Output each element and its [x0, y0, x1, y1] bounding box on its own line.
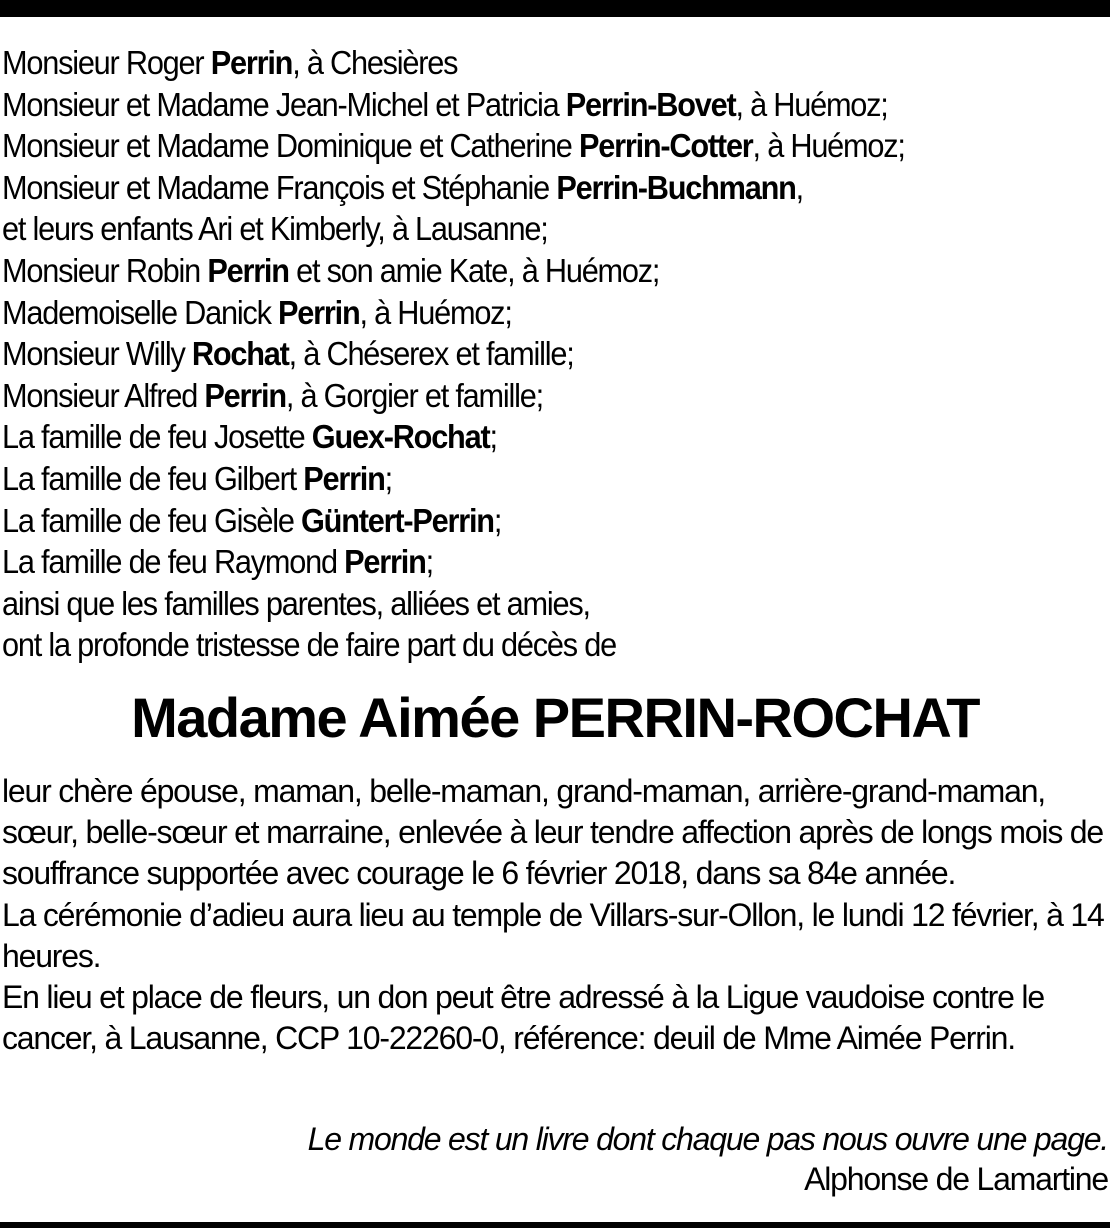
family-text: ainsi que les familles parentes, alliées et amies,: [2, 584, 590, 622]
bottom-rule: [0, 1222, 1110, 1228]
family-line: [2, 167, 1025, 209]
family-text: Monsieur Alfred: [2, 376, 205, 414]
family-text: Monsieur et Madame Jean-Michel et Patricia: [2, 85, 566, 123]
family-surname: Perrin: [210, 44, 293, 81]
quote-block: [8, 1119, 1108, 1199]
family-line: [2, 42, 1025, 84]
family-line: [2, 125, 1025, 167]
quote-text: Le monde est un livre dont chaque pas nous ouvre une page.: [307, 1121, 1108, 1157]
family-surname: Perrin-Bovet: [565, 85, 736, 123]
family-text: Monsieur Robin: [2, 251, 208, 289]
family-surname: Güntert-Perrin: [301, 501, 494, 539]
quote-author: Alphonse de Lamartine: [804, 1161, 1108, 1197]
family-surname: Guex-Rochat: [311, 418, 490, 456]
family-text: , à Chéserex et famille;: [288, 335, 574, 373]
top-rule: [0, 0, 1110, 17]
family-surname: Perrin-Cotter: [578, 127, 753, 165]
family-line: [2, 292, 1025, 334]
ceremony-paragraph: La cérémonie d’adieu aura lieu au temple de Villars-sur-Ollon, le lundi 12 février, à 14 heures.: [2, 896, 1104, 974]
family-line: [2, 458, 1025, 500]
family-text: , à Gorgier et famille;: [285, 376, 543, 414]
family-list: [2, 42, 1025, 666]
family-text: La famille de feu Raymond: [2, 543, 345, 581]
family-text: ont la profonde tristesse de faire part du décès de: [2, 626, 616, 664]
family-text: Mademoiselle Danick: [2, 293, 279, 331]
tribute-paragraph: leur chère épouse, maman, belle-maman, grand-maman, arrière-grand-maman, sœur, belle-sœur et marraine, enlevée à leur tendre affection après de longs mois de souffrance supportée avec courage le 6 février 2018, dans sa 84e année.: [2, 773, 1103, 892]
family-text: Monsieur et Madame Dominique et Catherine: [2, 127, 579, 165]
family-text: La famille de feu Gilbert: [2, 459, 304, 497]
family-line: [2, 208, 1025, 250]
family-text: Monsieur Roger: [2, 44, 211, 81]
family-line: [2, 250, 1025, 292]
family-text: , à Huémoz;: [735, 85, 888, 123]
family-line: [2, 84, 1025, 126]
family-text: ,: [795, 168, 804, 206]
family-line: [2, 416, 1025, 458]
family-surname: Perrin: [204, 376, 286, 414]
family-line: [2, 583, 1025, 625]
family-text: , à Huémoz;: [752, 127, 905, 165]
family-text: ;: [493, 501, 502, 539]
announcement-body: [2, 771, 1108, 1059]
family-surname: Perrin: [303, 459, 385, 497]
family-surname: Perrin: [278, 293, 360, 331]
family-text: Monsieur Willy: [2, 335, 192, 373]
family-text: Monsieur et Madame François et Stéphanie: [2, 168, 557, 206]
deceased-name: Madame Aimée PERRIN-ROCHAT: [131, 686, 979, 749]
family-line: [2, 375, 1025, 417]
family-line: [2, 333, 1025, 375]
family-line: [2, 624, 1025, 666]
family-text: , à Chesières: [292, 44, 458, 81]
family-surname: Perrin: [344, 543, 426, 581]
family-text: et son amie Kate, à Huémoz;: [288, 251, 660, 289]
family-text: ;: [425, 543, 433, 581]
family-text: ;: [384, 459, 392, 497]
family-text: et leurs enfants Ari et Kimberly, à Lausanne;: [2, 210, 548, 248]
family-surname: Perrin-Buchmann: [556, 168, 796, 206]
family-text: ;: [489, 418, 497, 456]
family-text: , à Huémoz;: [359, 293, 512, 331]
donation-paragraph: En lieu et place de fleurs, un don peut être adressé à la Ligue vaudoise contre le cancer, à Lausanne, CCP 10-22260-0, référence: deuil de Mme Aimée Perrin.: [2, 979, 1044, 1057]
family-surname: Rochat: [191, 335, 289, 373]
family-text: La famille de feu Josette: [2, 418, 312, 456]
family-surname: Perrin: [207, 251, 289, 289]
family-text: La famille de feu Gisèle: [2, 501, 302, 539]
family-line: [2, 500, 1025, 542]
family-line: [2, 541, 1025, 583]
